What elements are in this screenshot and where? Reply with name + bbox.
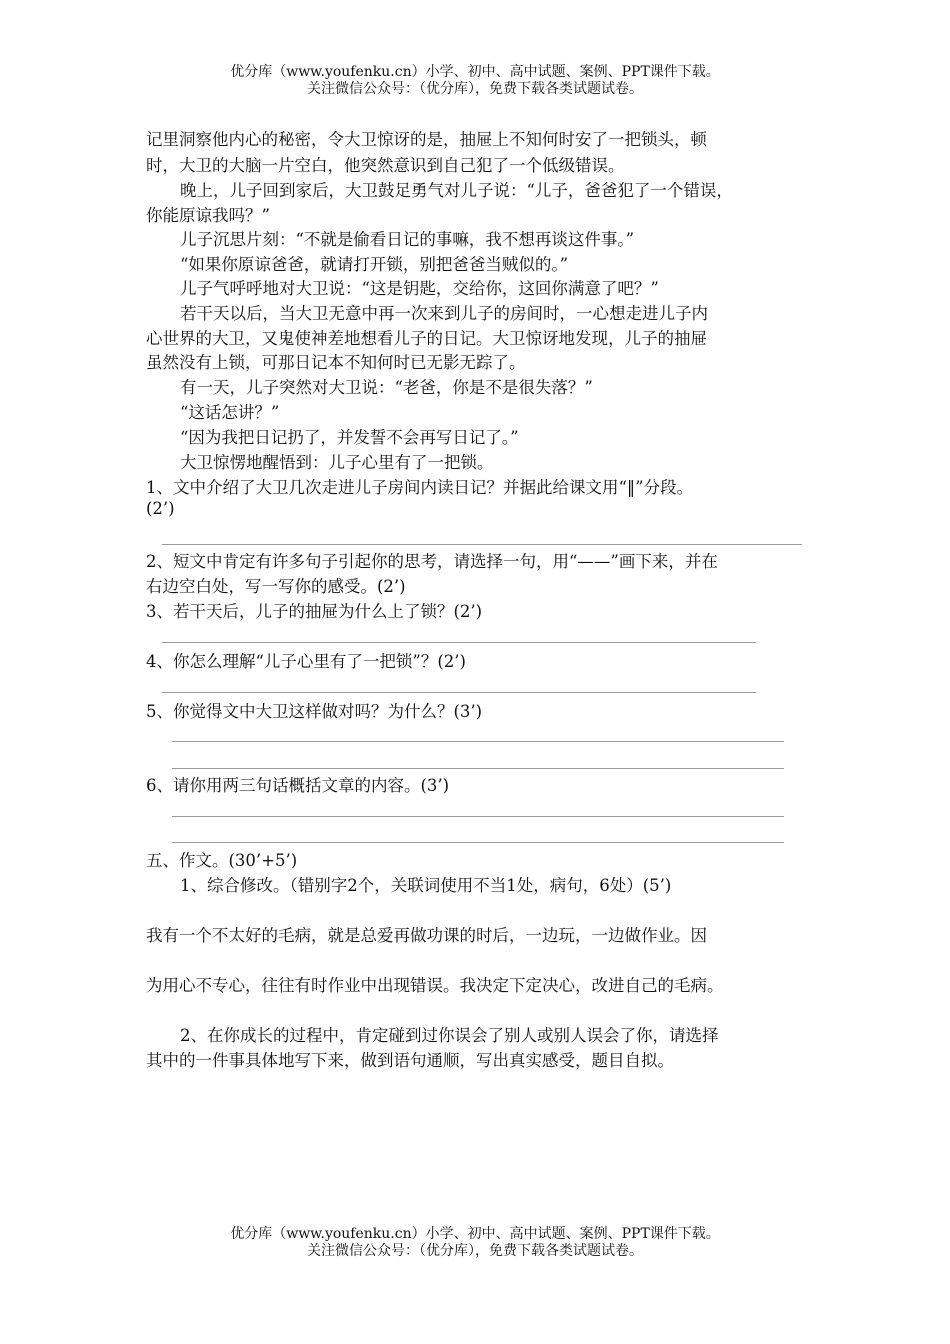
passage-line: 为用心不专心，往往有时作业中出现错误。我决定下定决心，改进自己的毛病。 [146,976,724,995]
answer-line[interactable] [162,642,756,643]
composition-heading: 五、作文。(30’+5’) [146,851,298,870]
header-line-2: 关注微信公众号：（优分库），免费下载各类试题试卷。 [307,81,643,97]
question-2: 2、短文中肯定有许多句子引起你的思考，请选择一句，用“——”画下来，并在 [146,552,718,571]
answer-line[interactable] [172,816,784,817]
story-line: “如果你原谅爸爸，就请打开锁，别把爸爸当贼似的。” [180,255,569,274]
composition-task-1: 1、综合修改。（错别字2个，关联词使用不当1处，病句，6处）(5’) [180,876,672,895]
story-line: 虽然没有上锁，可那日记本不知何时已无影无踪了。 [146,353,526,372]
answer-line[interactable] [162,692,756,693]
answer-line[interactable] [172,741,784,742]
story-line: 有一天，儿子突然对大卫说：“老爸，你是不是很失落？” [180,378,593,397]
question-6: 6、请你用两三句话概括文章的内容。(3’) [146,776,450,795]
answer-line[interactable] [172,768,784,769]
question-2-cont: 右边空白处，写一写你的感受。(2’) [146,577,406,596]
question-1-score: (2’) [146,499,175,518]
story-line: 若干天以后，当大卫无意中再一次来到儿子的房间时，一心想走进儿子内 [180,304,708,323]
story-line: “这话怎讲？” [180,403,280,422]
story-line: 你能原谅我吗？” [146,206,270,225]
story-line: “因为我把日记扔了，并发誓不会再写日记了。” [180,428,519,447]
page-footer [0,1226,950,1260]
story-line: 晚上，儿子回到家后，大卫鼓足勇气对儿子说：“儿子，爸爸犯了一个错误， [180,181,733,200]
header-line-1: 优分库（www.youfenku.cn）小学、初中、高中试题、案例、PPT课件下载。 [230,64,720,80]
question-1: 1、文中介绍了大卫几次走进儿子房间内读日记？并据此给课文用“‖”分段。 [146,478,694,497]
page-header [0,64,950,98]
story-line: 记里洞察他内心的秘密，令大卫惊讶的是，抽屉上不知何时安了一把锁头，顿 [146,130,707,149]
story-line: 大卫惊愣地醒悟到：儿子心里有了一把锁。 [180,453,494,472]
footer-line-2: 关注微信公众号：（优分库），免费下载各类试题试卷。 [307,1243,643,1259]
question-3: 3、若干天后，儿子的抽屉为什么上了锁？(2’) [146,602,483,621]
question-5: 5、你觉得文中大卫这样做对吗？为什么？(3’) [146,702,483,721]
story-line: 儿子气呼呼地对大卫说：“这是钥匙，交给你，这回你满意了吧？” [180,279,659,298]
composition-task-2-cont: 其中的一件事具体地写下来，做到语句通顺，写出真实感受，题目自拟。 [146,1051,674,1070]
story-line: 心世界的大卫，又鬼使神差地想看儿子的日记。大卫惊讶地发现，儿子的抽屉 [146,329,707,348]
footer-line-1: 优分库（www.youfenku.cn）小学、初中、高中试题、案例、PPT课件下载。 [230,1226,720,1242]
composition-task-2: 2、在你成长的过程中，肯定碰到过你误会了别人或别人误会了你，请选择 [180,1026,719,1045]
passage-line: 我有一个不太好的毛病，就是总爱再做功课的时后，一边玩，一边做作业。因 [146,926,707,945]
answer-line[interactable] [172,842,784,843]
story-line: 儿子沉思片刻：“不就是偷看日记的事嘛，我不想再谈这件事。” [180,230,635,249]
story-line: 时，大卫的大脑一片空白，他突然意识到自己犯了一个低级错误。 [146,156,625,175]
question-4: 4、你怎么理解“儿子心里有了一把锁”？(2’) [146,652,466,671]
answer-line[interactable] [162,544,802,545]
